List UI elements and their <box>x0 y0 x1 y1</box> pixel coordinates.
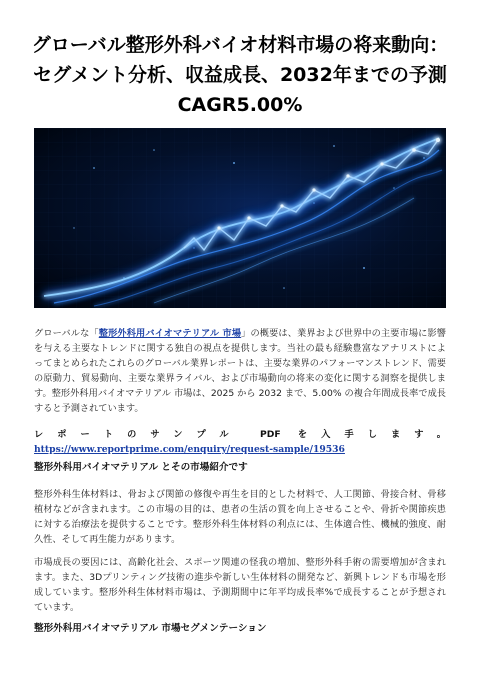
sample-pdf-label: レポートのサンプル PDF を入手します。 <box>34 429 446 440</box>
glowing-growth-lines-icon <box>34 128 446 308</box>
growth-paragraph: 市場成長の要因には、高齢化社会、スポーツ関連の怪我の増加、整形外科手術の需要増加が含まれます。また、3Dプリンティング技術の進歩や新しい生体材料の開発など、新興トレンドも市場を形成しています。整形外科生体材料市場は、予測期間中に年平均成長率%で成長することが予想されています。 <box>34 557 446 613</box>
definition-paragraph: 整形外科生体材料は、骨および関節の修復や再生を目的とした材料で、人工関節、骨接合材、骨移植材などが含まれます。この市場の目的は、患者の生活の質を向上させることや、骨折や関節疾患に対する治療法を提供することです。整形外科生体材料の利点には、生体適合性、機械的強度、耐久性、そして再生能力があります。 <box>34 489 446 545</box>
sample-pdf-paragraph <box>34 427 446 457</box>
intro-prefix: グローバルな「 <box>34 328 99 339</box>
intro-body: 」の概要は、業界および世界中の主要市場に影響を与える主要なトレンドに関する独自の視点を提供します。当社の最も経験豊富なアナリストによってまとめられたこれらのグローバル業界レポートは、主要な業界のパフォーマンストレンド、需要の原動力、貿易動向、主要な業界ライバル、および市場動向の将来の変化に関する洞察を提供します。整形外科用バイオマテリアル 市場は、2025 から 2032 まで、5.00% の複合年間成長率で成長すると予測されています。 <box>34 328 446 414</box>
segmentation-heading: 整形外科用バイオマテリアル 市場セグメンテーション <box>34 623 267 634</box>
sample-pdf-link[interactable]: https://www.reportprime.com/enquiry/request-sample/19536 <box>34 444 345 455</box>
market-intro-heading: 整形外科用バイオマテリアル とその市場紹介です <box>34 462 248 473</box>
hero-image <box>34 128 446 308</box>
intro-paragraph <box>34 326 446 416</box>
market-link[interactable]: 整形外科用バイオマテリアル 市場 <box>98 328 242 339</box>
page-title: グローバル整形外科バイオ材料市場の将来動向：セグメント分析、収益成長、2032年までの予測CAGR5.00% <box>31 34 449 116</box>
